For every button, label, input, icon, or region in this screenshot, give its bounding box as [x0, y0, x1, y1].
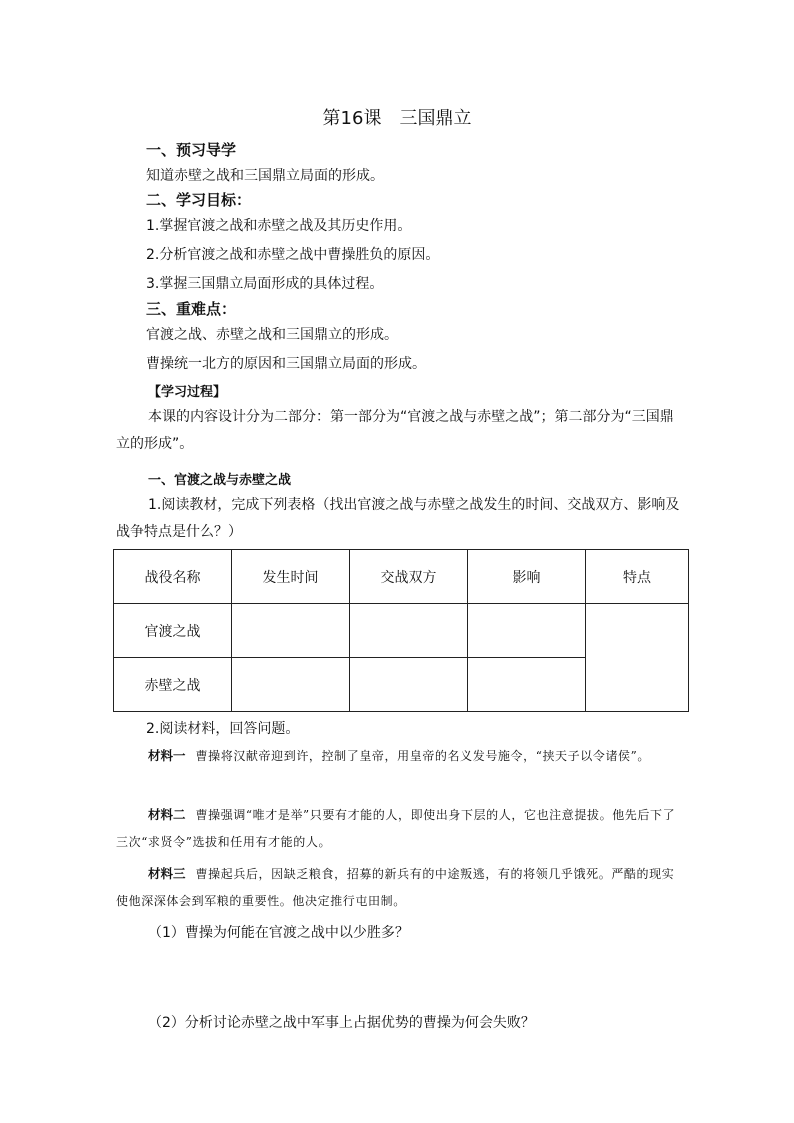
- process-heading: 【学习过程】: [148, 385, 227, 400]
- row-label: 官渡之战: [114, 604, 232, 658]
- material-2: [116, 801, 680, 856]
- task2-text: 2.阅读材料，回答问题。: [146, 721, 300, 737]
- page-title: 第16课 三国鼎立: [322, 108, 472, 129]
- blank-cell[interactable]: [350, 604, 468, 658]
- blank-cell[interactable]: [468, 658, 586, 712]
- key-point: 曹操统一北方的原因和三国鼎立局面的形成。: [146, 356, 426, 372]
- table-row: [114, 604, 689, 658]
- goal-item: 1.掌握官渡之战和赤壁之战及其历史作用。: [146, 218, 412, 234]
- header-cell: 交战双方: [350, 550, 468, 604]
- material-text: 曹操起兵后，因缺乏粮食，招募的新兵有的中途叛逃，有的将领几乎饿死。严酷的现实使他深深体会到军粮的重要性。他决定推行屯田制。: [116, 867, 675, 908]
- battle-table: [113, 549, 689, 712]
- material-1: [116, 742, 680, 770]
- table-header-row: [114, 550, 689, 604]
- material-3: [116, 860, 680, 915]
- header-cell: 特点: [586, 550, 689, 604]
- row-label: 赤壁之战: [114, 658, 232, 712]
- goal-item: 2.分析官渡之战和赤壁之战中曹操胜负的原因。: [146, 247, 440, 263]
- process-intro: 本课的内容设计分为二部分：第一部分为“官渡之战与赤壁之战”；第二部分为“三国鼎立的形成”。: [116, 409, 674, 452]
- preview-text: 知道赤壁之战和三国鼎立局面的形成。: [146, 168, 384, 184]
- preview-heading: 一、预习导学: [146, 141, 237, 159]
- material-text: 曹操强调“唯才是举”只要有才能的人，即使出身下层的人，它也注意提拔。他先后下了三次“求贤令”选拔和任用有才能的人。: [116, 808, 676, 849]
- blank-cell-merged[interactable]: [586, 604, 689, 712]
- goal-item: 3.掌握三国鼎立局面形成的具体过程。: [146, 276, 384, 292]
- blank-cell[interactable]: [350, 658, 468, 712]
- blank-cell[interactable]: [232, 604, 350, 658]
- material-label: 材料二: [148, 807, 186, 822]
- blank-cell[interactable]: [232, 658, 350, 712]
- header-cell: 战役名称: [114, 550, 232, 604]
- blank-cell[interactable]: [468, 604, 586, 658]
- goals-heading: 二、学习目标：: [146, 191, 252, 209]
- key-heading: 三、重难点：: [146, 300, 237, 318]
- header-cell: 发生时间: [232, 550, 350, 604]
- question-2: （2）分析讨论赤壁之战中军事上占据优势的曹操为何会失败？: [148, 1015, 535, 1031]
- task1-text: 1.阅读教材，完成下列表格（找出官渡之战与赤壁之战发生的时间、交战双方、影响及战争特点是什么？）: [116, 497, 680, 540]
- question-1: （1）曹操为何能在官渡之战中以少胜多？: [148, 925, 409, 941]
- part1-heading: 一、官渡之战与赤壁之战: [148, 473, 292, 488]
- material-label: 材料一: [148, 748, 186, 763]
- material-label: 材料三: [148, 866, 186, 881]
- header-cell: 影响: [468, 550, 586, 604]
- material-text: 曹操将汉献帝迎到许，控制了皇帝，用皇帝的名义发号施令，“挟天子以令诸侯”。: [195, 749, 650, 763]
- key-point: 官渡之战、赤壁之战和三国鼎立的形成。: [146, 327, 398, 343]
